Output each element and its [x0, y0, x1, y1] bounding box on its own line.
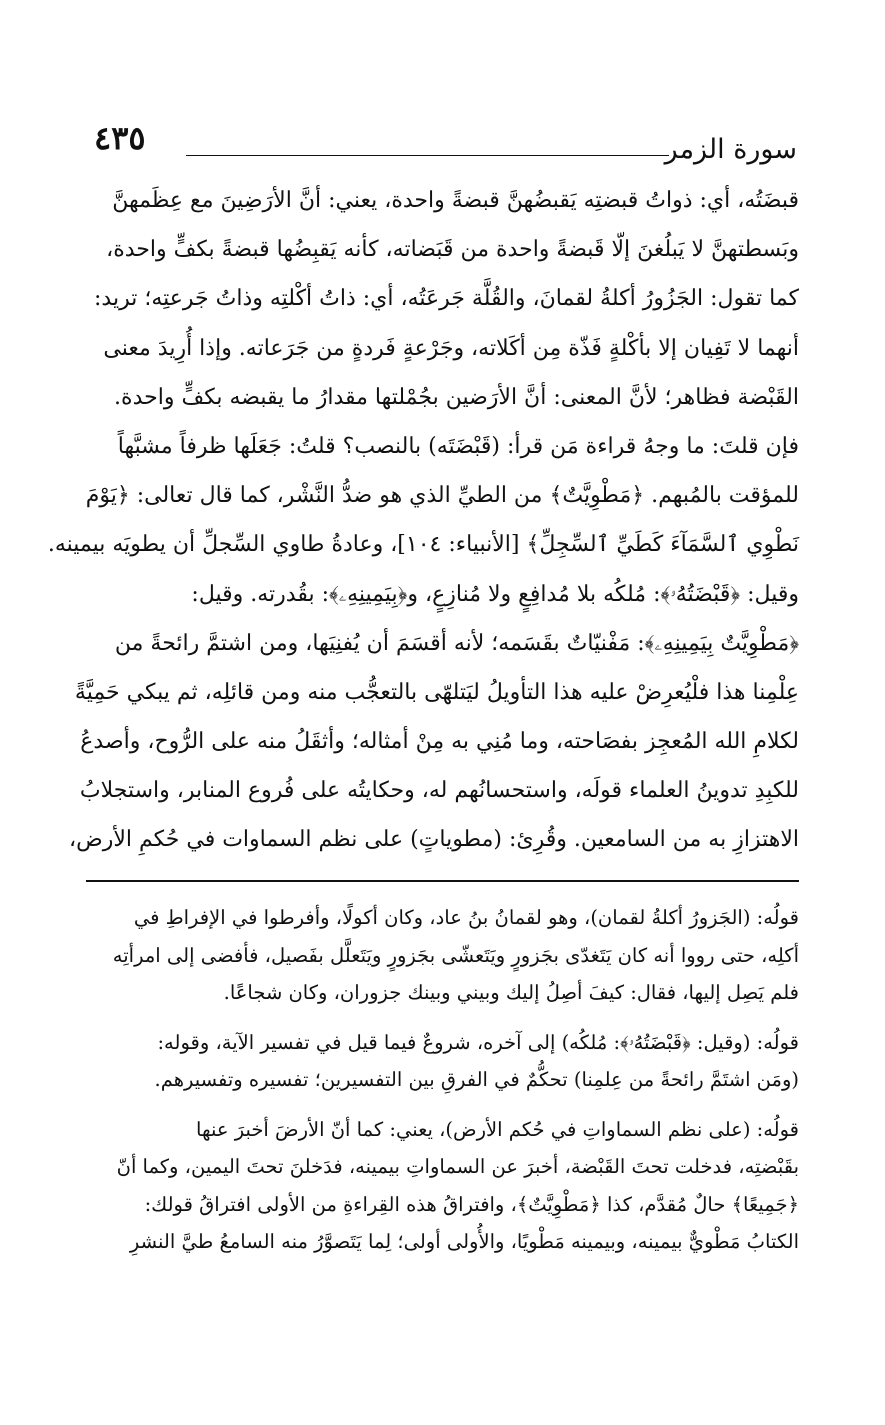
main-text-line: قبضَتُه، أي: ذواتُ قبضتِه يَقبضُهنَّ قبضةً واحدة، يعني: أنَّ الأرَضِينَ مع عِظَمهنَّ	[112, 188, 799, 213]
main-text-line: كما تقول: الجَزُورُ أكلةُ لقمانَ، والقُلَّة جَرعَتُه، أي: ذاتُ أكْلتِه وذاتُ جَرعتِه؛ تريد:	[94, 286, 799, 312]
main-text-line: نَطْوِي ٱلسَّمَآءَ كَطَيِّ ٱلسِّجِلِّ﴾ [الأنبياء: ١٠٤]، وعادةُ طاوي السِّجلِّ أن يطويَه بيمينه.	[47, 532, 799, 558]
footnote-line: قولُه: (وقيل: ﴿قَبْضَتُهُۥ﴾: مُلكُه) إلى آخره، شروعٌ فيما قيل في تفسير الآية، وقوله:	[157, 1030, 799, 1054]
main-text-line: ﴿مَطْوِيَّتٌ بِيَمِينِهِۦ﴾: مَفْنيّاتٌ بقَسَمه؛ لأنه أقسَمَ أن يُفنِيَها، ومن اشتمَّ رائحةً من	[114, 630, 799, 656]
running-header	[88, 118, 797, 170]
main-text-line: وبَسطتهنَّ لا يَبلُغنَ إلّا قَبضةً واحدة من قَبَضاته، كأنه يَقبِضُها قبضةً بكفٍّ واحدة،	[106, 237, 799, 263]
footnote-nazm-samawat	[86, 1111, 799, 1261]
main-text-line: لكلامِ الله المُعجِز بفصَاحته، وما مُنِي به مِنْ أمثاله؛ وأثقَلُ منه على الرُّوح، وأصدعُ	[80, 729, 799, 755]
footnote-line: فلم يَصِل إليها، فقال: كيفَ أصِلُ إليك وبيني وبينك جزوران، وكان شجاعًا.	[223, 981, 799, 1004]
footnote-qabdatuhu	[86, 1024, 799, 1099]
footnote-line: ﴿جَمِيعًا﴾ حالٌ مُقدَّم، كذا ﴿مَطْوِيَّتٌ﴾، وافتراقُ هذه القِراءةِ من الأولى افتراقُ قولك:	[144, 1192, 799, 1216]
main-text-line: للكبِدِ تدوينُ العلماء قولَه، واستحسانُهم له، وحكايتُه على فُروع المنابر، واستجلابُ	[79, 778, 799, 804]
footnote-line: قولُه: (الجَزورُ أكلةُ لقمان)، وهو لقمانُ بنُ عاد، وكان أكولًا، وأفرطوا في الإفراطِ في	[133, 906, 799, 929]
main-text	[47, 176, 799, 865]
main-text-line: أنهما لا تَفِيان إلا بأكْلةٍ فَذّة مِن أكَلاته، وجَرْعةٍ فَردةٍ من جَرَعاته. وإذا أُرِيدَ معنى	[103, 335, 799, 361]
surah-title: سورة الزمر	[664, 134, 797, 165]
header-rule	[186, 155, 669, 156]
main-text-line: الاهتزازِ به من السامعين. وقُرِئ: (مطوياتٍ) على نظم السماوات في حُكمِ الأرض،	[69, 827, 799, 853]
footnote-line: قولُه: (على نظم السماواتِ في حُكم الأرض)، يعني: كما أنّ الأرضَ أخبرَ عنها	[196, 1117, 799, 1141]
footnote-line: بقَبْضتِه، فدخلت تحتَ القَبْضة، أخبرَ عن السماواتِ بيمينه، فدَخلنَ تحتَ اليمين، وكما أنّ	[116, 1155, 799, 1178]
footnotes	[86, 899, 799, 1273]
footnote-divider	[86, 880, 799, 882]
footnote-line: أكلِه، حتى رووا أنه كان يَتَغدّى بجَزورٍ ويَتَعشّى بجَزورٍ ويَتَعلَّل بفَصيل، فأفضى إلى امرأتِه	[112, 943, 799, 967]
main-text-line: فإن قلتَ: ما وجهُ قراءة مَن قرأ: (قَبْضَتَه) بالنصب؟ قلتُ: جَعَلَها ظرفاً مشبَّهاً	[117, 433, 799, 459]
footnote-jazur	[86, 899, 799, 1012]
footnote-line: (ومَن اشتَمَّ رائحةً من عِلمِنا) تحكُّمٌ في الفرقِ بين التفسيرين؛ تفسيره وتفسيرهم.	[154, 1068, 799, 1091]
footnote-line: الكتابُ مَطْويٌّ بيمينه، وبيمينه مَطْويًا، والأُولى أولى؛ لِما يَتَصوَّرُ منه السامعُ طيَّ النشرِ	[129, 1230, 799, 1253]
main-text-line: وقيل: ﴿قَبْضَتُهُۥ﴾: مُلكُه بلا مُدافِعٍ ولا مُنازِعٍ، و﴿بِيَمِينِهِۦ﴾: بقُدرته. وقيل:	[191, 581, 799, 607]
page-number: ٤٣٥	[94, 119, 146, 157]
main-text-line: القَبْضة فظاهر؛ لأنَّ المعنى: أنَّ الأرَضين بجُمْلتها مقدارُ ما يقبضه بكفٍّ واحدة.	[114, 384, 799, 410]
main-text-line: للمؤقت بالمُبهم. ﴿مَطْوِيَّتٌ﴾ من الطيِّ الذي هو ضدُّ النَّشْر، كما قال تعالى: ﴿يَوْمَ	[85, 483, 799, 509]
main-text-line: عِلْمِنا هذا فلْيُعرِضْ عليه هذا التأويلُ ليَتلهّى بالتعجُّب منه ومن قائلِه، ثم يبكي حَمِيَّةً	[74, 679, 799, 705]
